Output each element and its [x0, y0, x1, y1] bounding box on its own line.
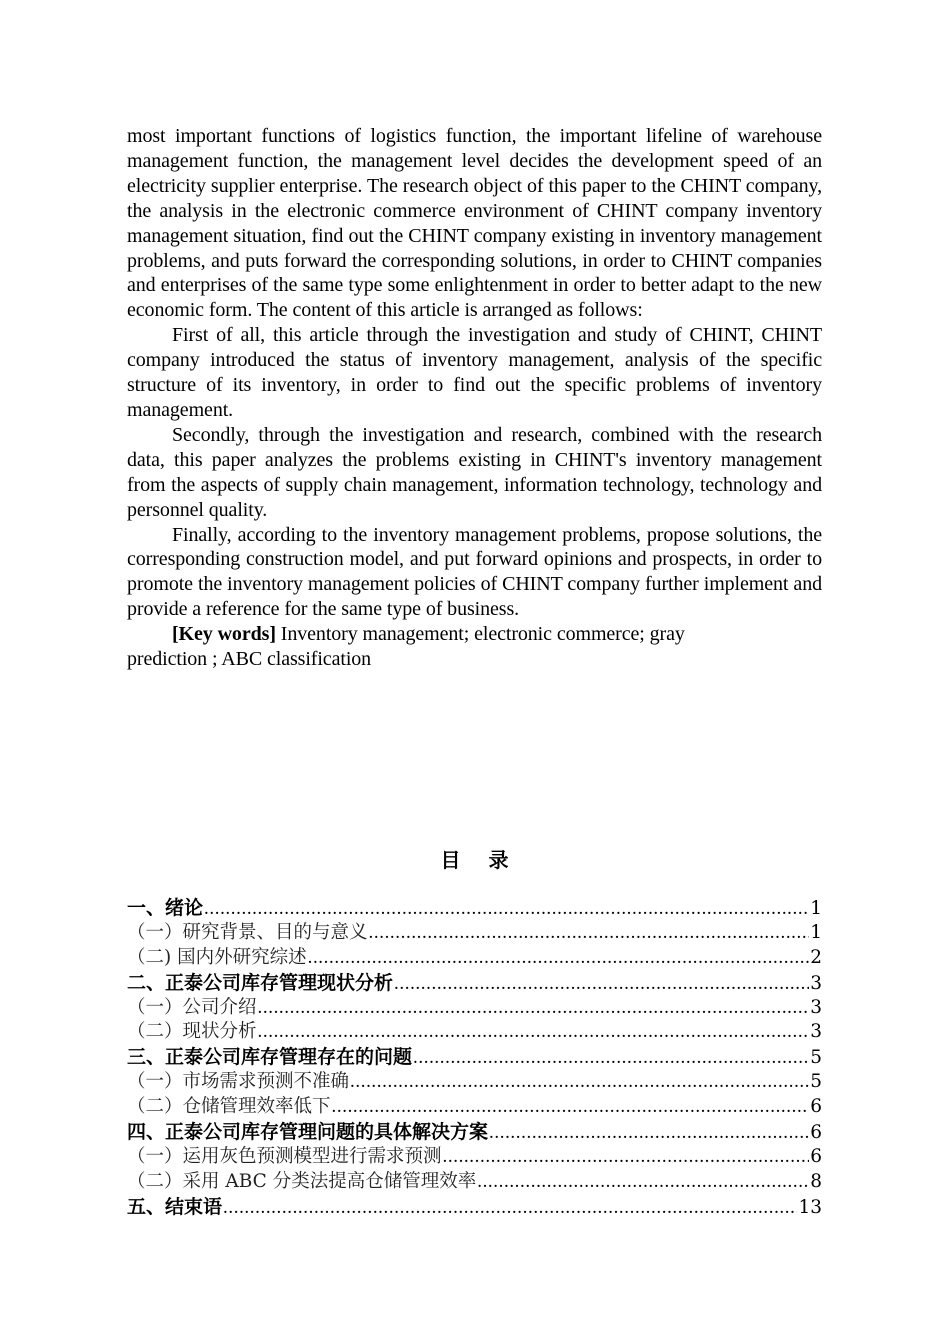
keywords-line [127, 622, 822, 647]
toc-leader-dots [489, 1121, 809, 1145]
toc-entry-label: 三、正泰公司库存管理存在的问题 [127, 1046, 413, 1069]
toc-entry-label: （二）仓储管理效率低下 [127, 1096, 331, 1118]
toc-leader-dots [394, 972, 809, 996]
keywords-label: [Key words] [172, 623, 276, 646]
toc-entry[interactable] [127, 921, 822, 946]
document-page [127, 124, 822, 1218]
toc-leader-dots [258, 996, 810, 1021]
toc-leader-dots [332, 1095, 810, 1120]
toc-entry[interactable] [127, 1020, 822, 1045]
toc-leader-dots [258, 1020, 810, 1045]
toc-entry-label: （二）采用 ABC 分类法提高仓储管理效率 [127, 1170, 477, 1192]
toc-entry-label: 一、绪论 [127, 897, 204, 919]
abstract-section [127, 124, 822, 672]
toc-leader-dots [204, 897, 809, 921]
toc-page-number: 6 [810, 1096, 822, 1118]
keywords-text: Inventory management; electronic commerce; gray [275, 623, 685, 646]
keywords-continuation: prediction ; ABC classification [127, 648, 372, 671]
toc-leader-dots [443, 1145, 810, 1170]
abstract-paragraph: Secondly, through the investigation and research, combined with the research data, this paper analyzes the problems existing in CHINT's inventory management from the aspects of supply chain management, information technology, technology and personnel quality. [127, 423, 822, 521]
toc-page-number: 8 [810, 1170, 822, 1192]
toc-entry[interactable] [127, 1120, 822, 1145]
toc-entry[interactable] [127, 946, 822, 971]
abstract-paragraph: most important functions of logistics function, the important lifeline of warehouse management function, the management level decides the development speed of an electricity supplier enterprise. The research object of this paper to the CHINT company, the analysis in the electronic commerce environment of CHINT company inventory management situation, find out the CHINT company existing in inventory management problems, and puts forward the corresponding solutions, in order to CHINT companies and enterprises of the same type some enlightenment in order to better adapt to the new economic form. The content of this article is arranged as follows: [127, 125, 822, 322]
toc-leader-dots [477, 1170, 809, 1195]
toc-entry-label: 四、正泰公司库存管理问题的具体解决方案 [127, 1121, 489, 1144]
toc-entry-label: （一）运用灰色预测模型进行需求预测 [127, 1145, 442, 1167]
toc-page-number: 3 [810, 972, 822, 994]
toc-title: 目录 [440, 848, 537, 872]
toc-entry-label: （二）现状分析 [127, 1021, 257, 1043]
toc-leader-dots [223, 1196, 797, 1220]
toc-entry[interactable] [127, 896, 822, 921]
toc-leader-dots [350, 1070, 809, 1095]
toc-page-number: 6 [810, 1145, 822, 1167]
toc-page-number: 1 [810, 921, 822, 943]
toc-page-number: 6 [810, 1122, 822, 1144]
toc-entry[interactable] [127, 1170, 822, 1195]
toc-page-number: 3 [810, 996, 822, 1018]
toc-entry-label: （一）研究背景、目的与意义 [127, 921, 368, 943]
toc-entry[interactable] [127, 1045, 822, 1070]
toc-leader-dots [369, 921, 810, 946]
toc-entry[interactable] [127, 1070, 822, 1095]
table-of-contents [127, 896, 822, 1220]
toc-leader-dots [308, 946, 810, 971]
toc-entry[interactable] [127, 1195, 822, 1220]
toc-leader-dots [413, 1046, 809, 1070]
toc-entry[interactable] [127, 1095, 822, 1120]
abstract-paragraph: Finally, according to the inventory management problems, propose solutions, the corresponding construction model, and put forward opinions and prospects, in order to promote the inventory management policies of CHINT company further implement and provide a reference for the same type of business. [127, 523, 822, 621]
toc-page-number: 1 [810, 898, 822, 919]
toc-entry[interactable] [127, 996, 822, 1021]
toc-entry-label: （一）公司介绍 [127, 996, 257, 1018]
toc-entry-label: 五、结束语 [127, 1195, 223, 1218]
toc-entry[interactable] [127, 1145, 822, 1170]
abstract-paragraph: First of all, this article through the investigation and study of CHINT, CHINT company introduced the status of inventory management, analysis of the specific structure of its inventory, in order to find out the specific problems of inventory management. [127, 324, 822, 421]
toc-page-number: 3 [810, 1021, 822, 1043]
toc-entry-label: （二) 国内外研究综述 [127, 946, 307, 968]
toc-entry-label: （一）市场需求预测不准确 [127, 1071, 350, 1093]
toc-page-number: 5 [810, 1071, 822, 1093]
toc-entry-label: 二、正泰公司库存管理现状分析 [127, 971, 394, 994]
toc-entry[interactable] [127, 971, 822, 996]
toc-page-number: 5 [810, 1047, 822, 1069]
toc-page-number: 2 [810, 946, 822, 968]
toc-page-number: 13 [798, 1196, 822, 1218]
